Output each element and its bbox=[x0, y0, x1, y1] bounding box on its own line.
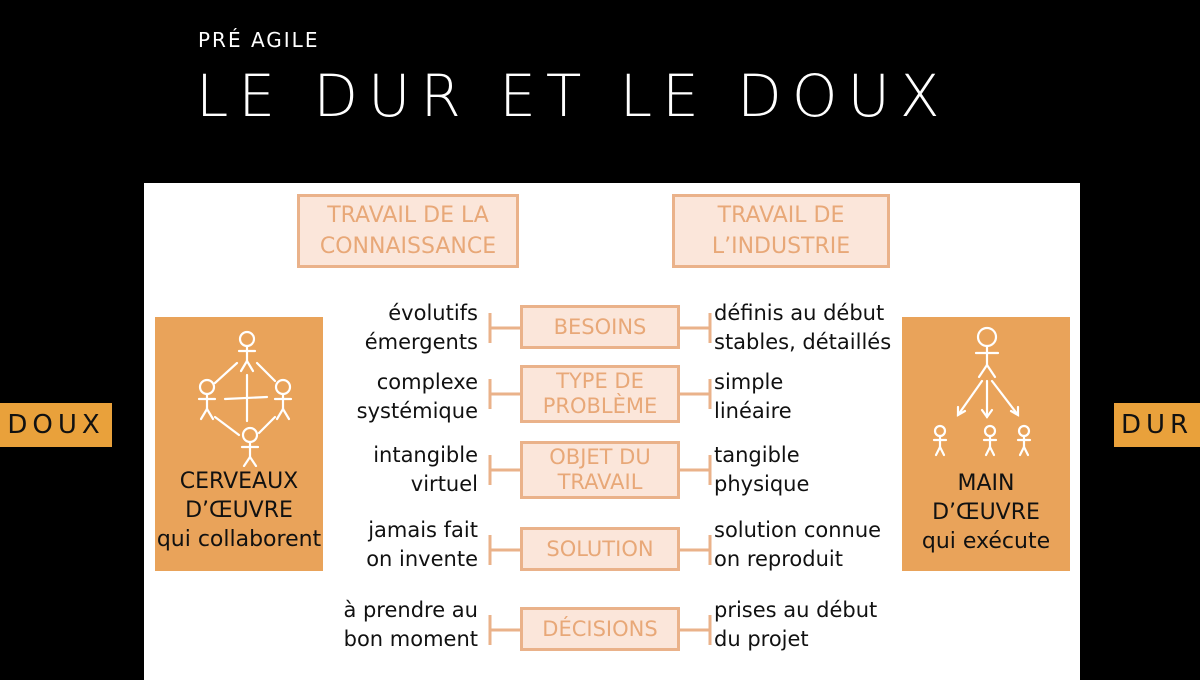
row-left-objet bbox=[278, 441, 478, 499]
row-label-probleme-line-1: TYPE DE bbox=[556, 369, 644, 393]
stick-figure-worker-2 bbox=[984, 426, 996, 455]
row-right-objet bbox=[714, 441, 934, 499]
row-left-decisions bbox=[278, 596, 478, 654]
row-right-decisions bbox=[714, 596, 934, 654]
row-right-objet-line-2: physique bbox=[714, 472, 810, 496]
row-label-probleme-line-2: PROBLÈME bbox=[542, 394, 658, 418]
row-right-solution-line-1: solution connue bbox=[714, 518, 882, 542]
doux-tag: DOUX bbox=[0, 403, 112, 447]
stick-figure-manager bbox=[976, 328, 998, 377]
row-right-besoins bbox=[714, 299, 934, 357]
dur-tag: DUR bbox=[1114, 403, 1200, 447]
row-left-besoins bbox=[278, 299, 478, 357]
row-right-probleme-line-2: linéaire bbox=[714, 399, 792, 423]
row-right-objet-line-1: tangible bbox=[714, 443, 800, 467]
row-left-objet-line-2: virtuel bbox=[410, 472, 478, 496]
left-box-line-1: CERVEAUX bbox=[179, 469, 299, 494]
row-right-solution bbox=[714, 516, 934, 574]
header-industry-work bbox=[672, 194, 890, 268]
stick-figure-worker-1 bbox=[934, 426, 946, 455]
row-left-solution-line-1: jamais fait bbox=[368, 518, 478, 542]
slide-title: LE DUR ET LE DOUX bbox=[196, 62, 950, 130]
row-left-probleme-line-1: complexe bbox=[376, 370, 478, 394]
comparison-panel bbox=[144, 183, 1080, 680]
row-right-probleme-line-1: simple bbox=[714, 370, 784, 394]
right-box-line-2: D’ŒUVRE bbox=[932, 500, 1040, 525]
row-label-objet-line-1: OBJET DU bbox=[549, 445, 651, 469]
row-label-decisions-line-1: DÉCISIONS bbox=[542, 616, 658, 641]
row-label-besoins-line-1: BESOINS bbox=[553, 314, 647, 339]
row-label-type-de-probleme bbox=[520, 365, 680, 423]
row-right-solution-line-2: on reproduit bbox=[714, 547, 843, 571]
row-label-besoins bbox=[520, 305, 680, 349]
stick-figure-bottom bbox=[242, 428, 258, 466]
row-left-probleme bbox=[278, 368, 478, 426]
row-right-probleme bbox=[714, 368, 934, 426]
header-right-line-1: TRAVAIL DE bbox=[717, 203, 845, 228]
header-left-line-1: TRAVAIL DE LA bbox=[327, 203, 489, 228]
row-label-solution-line-1: SOLUTION bbox=[546, 536, 654, 561]
row-right-besoins-line-1: définis au début bbox=[714, 301, 885, 325]
header-right-line-2: L’INDUSTRIE bbox=[711, 234, 851, 259]
left-box-line-3: qui collaborent bbox=[156, 527, 322, 552]
row-label-solution bbox=[520, 527, 680, 571]
right-box-line-1: MAIN bbox=[957, 471, 1015, 496]
row-left-decisions-line-2: bon moment bbox=[343, 627, 478, 651]
stick-figure-worker-3 bbox=[1018, 426, 1030, 455]
slide-kicker: PRÉ AGILE bbox=[198, 28, 320, 52]
row-left-objet-line-1: intangible bbox=[373, 443, 478, 467]
row-right-decisions-line-2: du projet bbox=[714, 627, 809, 651]
row-left-decisions-line-1: à prendre au bbox=[343, 598, 478, 622]
row-left-besoins-line-2: émergents bbox=[364, 330, 478, 354]
row-left-probleme-line-2: systémique bbox=[356, 399, 478, 423]
stick-figure-top bbox=[239, 332, 255, 371]
row-left-solution bbox=[278, 516, 478, 574]
row-label-objet-line-2: TRAVAIL bbox=[557, 470, 643, 494]
row-right-besoins-line-2: stables, détaillés bbox=[714, 330, 892, 354]
right-box-line-3: qui exécute bbox=[921, 529, 1051, 554]
row-left-besoins-line-1: évolutifs bbox=[388, 301, 478, 325]
row-left-solution-line-2: on invente bbox=[366, 547, 478, 571]
header-left-line-2: CONNAISSANCE bbox=[319, 234, 497, 259]
row-right-decisions-line-1: prises au début bbox=[714, 598, 878, 622]
left-box-line-2: D’ŒUVRE bbox=[185, 498, 293, 523]
row-label-decisions bbox=[520, 607, 680, 651]
row-label-objet-du-travail bbox=[520, 441, 680, 499]
header-knowledge-work bbox=[297, 194, 519, 268]
stick-figure-left bbox=[199, 380, 215, 419]
